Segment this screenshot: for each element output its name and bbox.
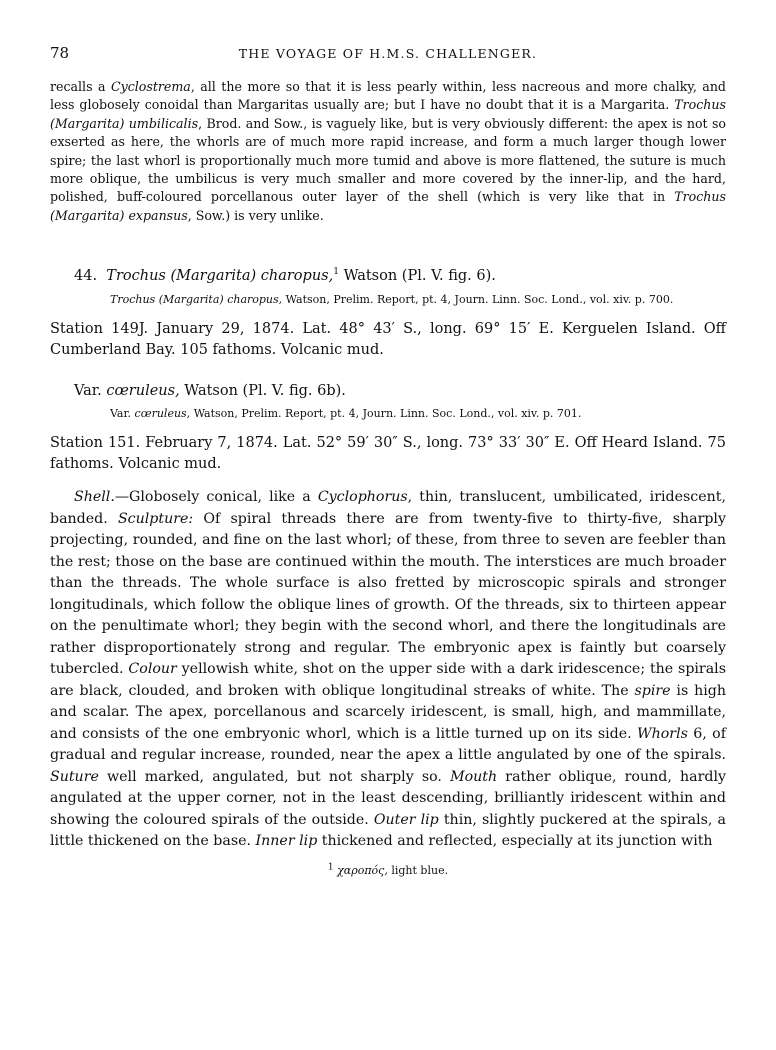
species-station: Station 149J. January 29, 1874. Lat. 48° 43′ S., long. 69° 15′ E. Kerguelen Island. Off Cumberland Bay. 105 fathoms. Volcanic mud. — [50, 321, 726, 358]
footnote: $^1$ χαροπός, light blue. — [327, 862, 449, 877]
variety-station: Station 151. February 7, 1874. Lat. 52° 59′ 30″ S., long. 73° 33′ 30″ E. Off Heard Island. 75 fathoms. Volcanic mud. — [50, 435, 726, 472]
species-reference: Trochus (Margarita) charopus, Watson, Prelim. Report, pt. 4, Journ. Linn. Soc. Lond., vol. xiv. p. 700. — [110, 293, 674, 306]
intro-paragraph: recalls a Cyclostrema, all the more so that it is less pearly within, less nacreous and more chalky, and less globosely conoidal than Margaritas usually are; but I have no doubt that it is a Margarita. Trochus (Margarita) umbilicalis, Brod. and Sow., is vaguely like, but is very obviously different: the apex is not so exserted as here, the whorls are of much more rapid increase, and form a much larger though lower spire; the last whorl is proportionally much more tumid and above is more flattened, the suture is much more oblique, the umbilicus is very much smaller and more covered by the inner-lip, and the hard, polished, buff-coloured porcellanous outer layer of the shell (which is very like that in Trochus (Margarita) expansus, Sow.) is very unlike. — [50, 79, 726, 223]
running-title: THE VOYAGE OF H.M.S. CHALLENGER. — [238, 46, 538, 61]
variety-reference: Var. cœruleus, Watson, Prelim. Report, pt. 4, Journ. Linn. Soc. Lond., vol. xiv. p. 701. — [110, 407, 582, 420]
page-header — [50, 44, 726, 66]
page-number: 78 — [50, 44, 70, 62]
variety-heading: Var. cœruleus, Watson (Pl. V. fig. 6b). — [74, 383, 346, 399]
footnote-mark: 1 — [333, 267, 339, 278]
shell-description: Shell.—Globosely conical, like a Cyclophorus, thin, translucent, umbilicated, iridescent, banded. Sculpture: Of spiral threads there are from twenty-five to thirty-five, sharply projecting, rounded, and fine on the last whorl; of these, from three to seven are feebler than the rest; those on the base are continued within the mouth. The interstices are much broader than the threads. The whole surface is also fretted by microscopic spirals and stronger longitudinals, which follow the oblique lines of growth. Of the threads, six to thirteen appear on the penultimate whorl; they begin with the second whorl, and there the longitudinals are rather disproportionately strong and regular. The embryonic apex is faintly but coarsely tubercled. Colour yellowish white, shot on the upper side with a dark iridescence; the spirals are black, clouded, and broken with oblique longitudinal streaks of white. The spire is high and scalar. The apex, porcellanous and scarcely iridescent, is small, high, and mammillate, and consists of the one embryonic whorl, which is a little turned up on its side. Whorls 6, of gradual and regular increase, rounded, near the apex a little angulated by one of the spirals. Suture well marked, angulated, but not sharply so. Mouth rather oblique, round, hardly angulated at the upper corner, not in the least descending, brilliantly iridescent within and showing the coloured spirals of the outside. Outer lip thin, slightly puckered at the spirals, a little thickened on the base. Inner lip thickened and reflected, especially at its junction with — [50, 489, 726, 849]
species-name: Trochus (Margarita) charopus, — [106, 268, 334, 284]
variety-name: cœruleus, — [106, 383, 180, 399]
species-heading: 44. Trochus (Margarita) charopus,$^1$ Watson (Pl. V. fig. 6). — [74, 267, 496, 284]
